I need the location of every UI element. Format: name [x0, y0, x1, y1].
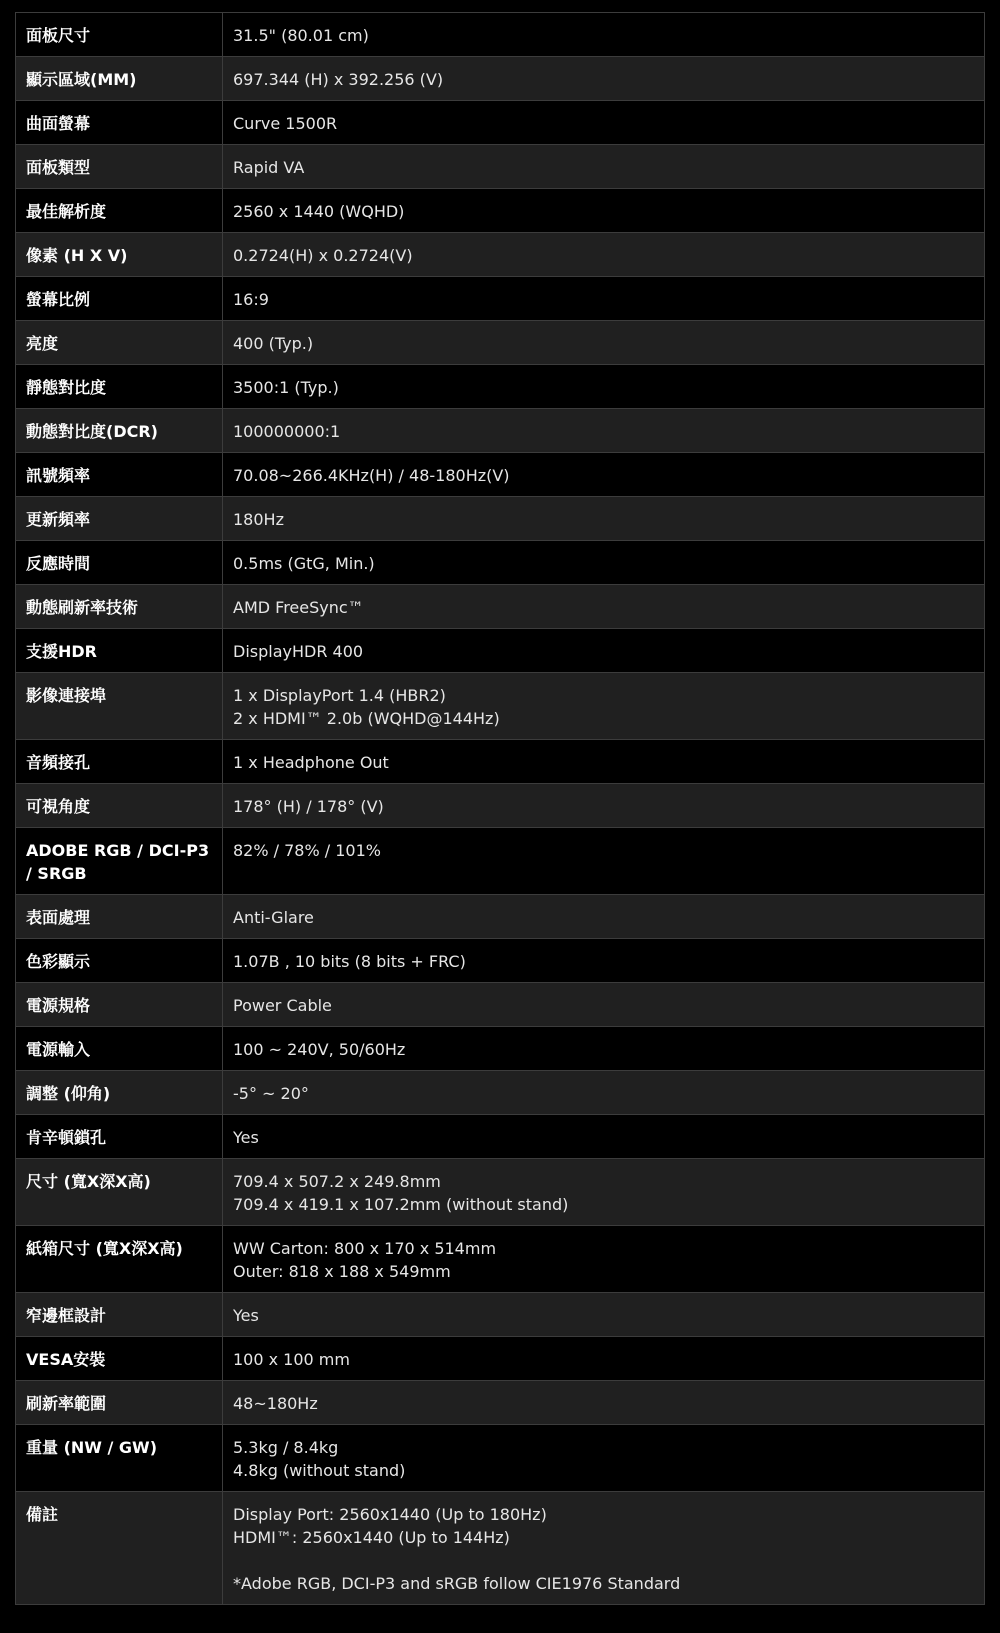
spec-value	[223, 321, 985, 365]
spec-row	[16, 453, 985, 497]
spec-value-line: 0.2724(H) x 0.2724(V)	[233, 246, 413, 265]
spec-value-line: *Adobe RGB, DCI-P3 and sRGB follow CIE1976 Standard	[233, 1574, 681, 1593]
spec-value-line: 1 x Headphone Out	[233, 753, 389, 772]
spec-value-line: 5.3kg / 8.4kg	[233, 1438, 339, 1457]
spec-label: 螢幕比例	[16, 277, 223, 321]
spec-value-line: 2560 x 1440 (WQHD)	[233, 202, 405, 221]
spec-value	[223, 828, 985, 895]
spec-label: 備註	[16, 1492, 223, 1605]
spec-value	[223, 189, 985, 233]
spec-value	[223, 541, 985, 585]
spec-row	[16, 585, 985, 629]
spec-value-line: HDMI™: 2560x1440 (Up to 144Hz)	[233, 1528, 510, 1547]
spec-value-line: AMD FreeSync™	[233, 598, 364, 617]
spec-value	[223, 1159, 985, 1226]
spec-row	[16, 57, 985, 101]
spec-value	[223, 57, 985, 101]
spec-value	[223, 673, 985, 740]
spec-value	[223, 453, 985, 497]
spec-label: 動態刷新率技術	[16, 585, 223, 629]
spec-value-line: 400 (Typ.)	[233, 334, 314, 353]
spec-value-spacer	[233, 1549, 974, 1572]
spec-row	[16, 365, 985, 409]
spec-value	[223, 1293, 985, 1337]
spec-label: ADOBE RGB / DCI-P3 / SRGB	[16, 828, 223, 895]
spec-label: 更新頻率	[16, 497, 223, 541]
spec-label: 調整 (仰角)	[16, 1071, 223, 1115]
spec-value	[223, 1492, 985, 1605]
spec-value	[223, 740, 985, 784]
spec-row	[16, 1381, 985, 1425]
spec-value-line: -5° ~ 20°	[233, 1084, 309, 1103]
spec-value-line: 100 ~ 240V, 50/60Hz	[233, 1040, 406, 1059]
spec-value-line: 31.5" (80.01 cm)	[233, 26, 369, 45]
spec-row	[16, 673, 985, 740]
spec-value	[223, 1425, 985, 1492]
spec-value	[223, 277, 985, 321]
spec-value	[223, 895, 985, 939]
spec-value-line: 709.4 x 419.1 x 107.2mm (without stand)	[233, 1195, 569, 1214]
spec-label: 音頻接孔	[16, 740, 223, 784]
spec-value	[223, 784, 985, 828]
spec-row	[16, 1337, 985, 1381]
spec-value-line: 16:9	[233, 290, 269, 309]
spec-row	[16, 1071, 985, 1115]
spec-row	[16, 1159, 985, 1226]
spec-value-line: 82% / 78% / 101%	[233, 841, 381, 860]
spec-value-line: 0.5ms (GtG, Min.)	[233, 554, 375, 573]
spec-label: 紙箱尺寸 (寬X深X高)	[16, 1226, 223, 1293]
spec-row	[16, 541, 985, 585]
spec-label: 表面處理	[16, 895, 223, 939]
spec-value-line: Yes	[233, 1306, 259, 1325]
spec-label: 窄邊框設計	[16, 1293, 223, 1337]
spec-label: 亮度	[16, 321, 223, 365]
spec-value-line: 4.8kg (without stand)	[233, 1461, 406, 1480]
spec-row	[16, 233, 985, 277]
spec-value	[223, 233, 985, 277]
spec-row	[16, 1293, 985, 1337]
spec-row	[16, 629, 985, 673]
spec-row	[16, 1027, 985, 1071]
spec-row	[16, 497, 985, 541]
spec-row	[16, 101, 985, 145]
spec-row	[16, 1115, 985, 1159]
spec-row	[16, 409, 985, 453]
spec-value	[223, 1226, 985, 1293]
spec-value-line: 180Hz	[233, 510, 284, 529]
spec-row	[16, 983, 985, 1027]
spec-label: 面板尺寸	[16, 13, 223, 57]
spec-row	[16, 1226, 985, 1293]
spec-label: 動態對比度(DCR)	[16, 409, 223, 453]
spec-row	[16, 277, 985, 321]
spec-label: 像素 (H X V)	[16, 233, 223, 277]
spec-value-line: Outer: 818 x 188 x 549mm	[233, 1262, 451, 1281]
spec-row	[16, 939, 985, 983]
spec-row	[16, 1492, 985, 1605]
spec-value	[223, 1115, 985, 1159]
spec-label: 電源規格	[16, 983, 223, 1027]
spec-value	[223, 983, 985, 1027]
spec-value-line: Curve 1500R	[233, 114, 338, 133]
spec-value-line: 709.4 x 507.2 x 249.8mm	[233, 1172, 441, 1191]
spec-value	[223, 629, 985, 673]
spec-value-line: 100000000:1	[233, 422, 341, 441]
spec-value	[223, 1027, 985, 1071]
spec-label: 重量 (NW / GW)	[16, 1425, 223, 1492]
spec-label: 顯示區域(MM)	[16, 57, 223, 101]
spec-label: 支援HDR	[16, 629, 223, 673]
spec-label: 色彩顯示	[16, 939, 223, 983]
spec-table	[15, 12, 985, 1605]
spec-label: 刷新率範圍	[16, 1381, 223, 1425]
spec-value-line: 3500:1 (Typ.)	[233, 378, 339, 397]
spec-value	[223, 13, 985, 57]
spec-label: 尺寸 (寬X深X高)	[16, 1159, 223, 1226]
spec-value	[223, 145, 985, 189]
spec-row	[16, 321, 985, 365]
spec-label: VESA安裝	[16, 1337, 223, 1381]
spec-value-line: 48~180Hz	[233, 1394, 318, 1413]
spec-value-line: Anti-Glare	[233, 908, 314, 927]
spec-value-line: 70.08~266.4KHz(H) / 48-180Hz(V)	[233, 466, 510, 485]
spec-value-line: DisplayHDR 400	[233, 642, 364, 661]
spec-value	[223, 365, 985, 409]
spec-value	[223, 1071, 985, 1115]
spec-value	[223, 1337, 985, 1381]
spec-label: 靜態對比度	[16, 365, 223, 409]
spec-row	[16, 740, 985, 784]
spec-row	[16, 189, 985, 233]
spec-value-line: 697.344 (H) x 392.256 (V)	[233, 70, 444, 89]
spec-label: 反應時間	[16, 541, 223, 585]
spec-label: 可視角度	[16, 784, 223, 828]
spec-value-line: Rapid VA	[233, 158, 305, 177]
spec-row	[16, 1425, 985, 1492]
spec-value-spacer	[233, 862, 974, 885]
spec-value-line: Yes	[233, 1128, 259, 1147]
spec-label: 影像連接埠	[16, 673, 223, 740]
spec-row	[16, 895, 985, 939]
spec-value-line: WW Carton: 800 x 170 x 514mm	[233, 1239, 497, 1258]
spec-label: 面板類型	[16, 145, 223, 189]
spec-value-line: 1 x DisplayPort 1.4 (HBR2)	[233, 686, 446, 705]
spec-row	[16, 145, 985, 189]
spec-label: 訊號頻率	[16, 453, 223, 497]
spec-label: 曲面螢幕	[16, 101, 223, 145]
spec-label: 最佳解析度	[16, 189, 223, 233]
spec-value	[223, 409, 985, 453]
spec-label: 肯辛頓鎖孔	[16, 1115, 223, 1159]
spec-row	[16, 13, 985, 57]
spec-label: 電源輸入	[16, 1027, 223, 1071]
spec-row	[16, 828, 985, 895]
spec-value-line: 1.07B , 10 bits (8 bits + FRC)	[233, 952, 466, 971]
spec-value	[223, 939, 985, 983]
spec-value-line: Power Cable	[233, 996, 332, 1015]
spec-value-line: 2 x HDMI™ 2.0b (WQHD@144Hz)	[233, 709, 500, 728]
spec-value-line: 178° (H) / 178° (V)	[233, 797, 384, 816]
spec-value-line: Display Port: 2560x1440 (Up to 180Hz)	[233, 1505, 547, 1524]
spec-value-line: 100 x 100 mm	[233, 1350, 350, 1369]
spec-value	[223, 497, 985, 541]
spec-value	[223, 1381, 985, 1425]
spec-value	[223, 101, 985, 145]
spec-row	[16, 784, 985, 828]
spec-table-body	[16, 13, 985, 1605]
spec-value	[223, 585, 985, 629]
